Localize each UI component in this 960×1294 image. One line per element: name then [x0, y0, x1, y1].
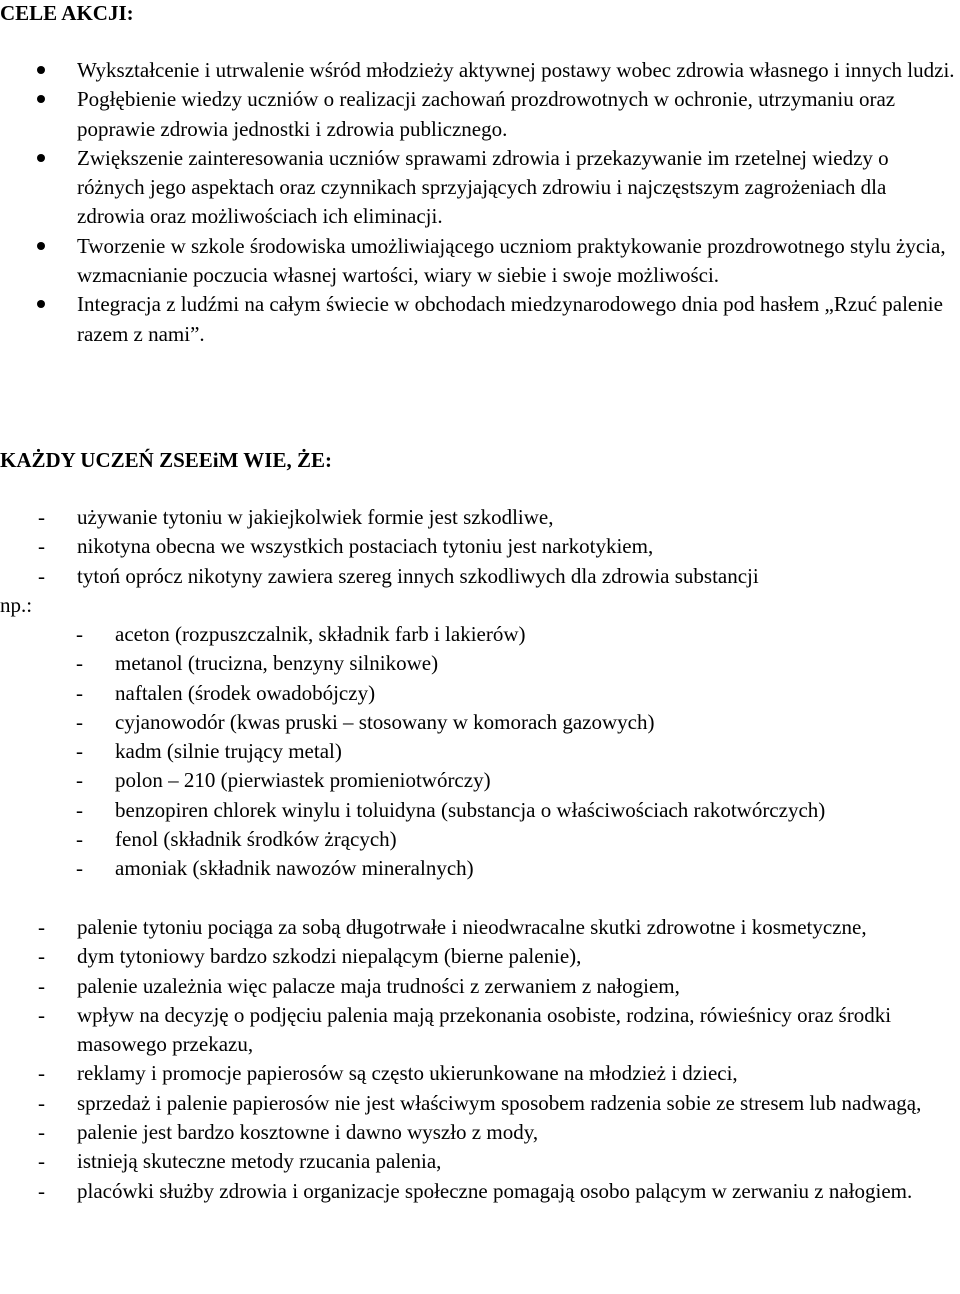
goal-item: Pogłębienie wiedzy uczniów o realizacji zachowań prozdrowotnych w ochronie, utrzymaniu oraz poprawie zdrowia jednostki i zdrowia publicznego.: [0, 85, 960, 144]
substance-item: - metanol (trucizna, benzyny silnikowe): [0, 649, 960, 678]
fact-item: - palenie jest bardzo kosztowne i dawno wyszło z mody,: [0, 1118, 960, 1147]
fact-item: - używanie tytoniu w jakiejkolwiek formie jest szkodliwe,: [0, 503, 960, 532]
fact-item: - placówki służby zdrowia i organizacje społeczne pomagają osobo palącym w zerwaniu z nałogiem.: [0, 1177, 960, 1206]
fact-item: - istnieją skuteczne metody rzucania palenia,: [0, 1147, 960, 1176]
goal-item: Integracja z ludźmi na całym świecie w obchodach miedzynarodowego dnia pod hasłem „Rzuć palenie razem z nami”.: [0, 290, 960, 349]
substance-item: - aceton (rozpuszczalnik, składnik farb i lakierów): [0, 620, 960, 649]
goals-heading: CELE AKCJI:: [0, 1, 134, 25]
substance-item: - polon – 210 (pierwiastek promieniotwórczy): [0, 766, 960, 795]
fact-item: - palenie tytoniu pociąga za sobą długotrwałe i nieodwracalne skutki zdrowotne i kosmetyczne,: [0, 913, 960, 942]
goals-list: [0, 56, 960, 349]
substances-list: [0, 620, 960, 884]
substance-item: - naftalen (środek owadobójczy): [0, 679, 960, 708]
fact-item: - palenie uzależnia więc palacze maja trudności z zerwaniem z nałogiem,: [0, 972, 960, 1001]
substance-item: - kadm (silnie trujący metal): [0, 737, 960, 766]
facts-list-a: [0, 503, 960, 591]
goal-item: Zwiększenie zainteresowania uczniów sprawami zdrowia i przekazywanie im rzetelnej wiedzy o różnych jego aspektach oraz czynnikach sprzyjających zdrowiu i najczęstszym zagrożeniach dla zdrowia oraz możliwościach ich eliminacji.: [0, 144, 960, 232]
fact-item: - reklamy i promocje papierosów są często ukierunkowane na młodzież i dzieci,: [0, 1059, 960, 1088]
goal-item: Wykształcenie i utrwalenie wśród młodzieży aktywnej postawy wobec zdrowia własnego i innych ludzi.: [0, 56, 960, 85]
substance-item: - cyjanowodór (kwas pruski – stosowany w komorach gazowych): [0, 708, 960, 737]
examples-label: np.:: [0, 593, 33, 617]
goal-item: Tworzenie w szkole środowiska umożliwiającego uczniom praktykowanie prozdrowotnego stylu życia, wzmacnianie poczucia własnej wartości, wiary w siebie i swoje możliwości.: [0, 232, 960, 291]
fact-item: - tytoń oprócz nikotyny zawiera szereg innych szkodliwych dla zdrowia substancji: [0, 562, 960, 591]
fact-item: - dym tytoniowy bardzo szkodzi niepalącym (bierne palenie),: [0, 942, 960, 971]
fact-item: - wpływ na decyzję o podjęciu palenia mają przekonania osobiste, rodzina, rówieśnicy oraz środki masowego przekazu,: [0, 1001, 960, 1060]
substance-item: - benzopiren chlorek winylu i toluidyna (substancja o właściwościach rakotwórczych): [0, 796, 960, 825]
substance-item: - fenol (składnik środków żrących): [0, 825, 960, 854]
fact-item: - sprzedaż i palenie papierosów nie jest właściwym sposobem radzenia sobie ze stresem lub nadwagą,: [0, 1089, 960, 1118]
fact-item: - nikotyna obecna we wszystkich postaciach tytoniu jest narkotykiem,: [0, 532, 960, 561]
facts-list-b: [0, 913, 960, 1206]
substance-item: - amoniak (składnik nawozów mineralnych): [0, 854, 960, 883]
facts-heading: KAŻDY UCZEŃ ZSEEiM WIE, ŻE:: [0, 448, 332, 472]
